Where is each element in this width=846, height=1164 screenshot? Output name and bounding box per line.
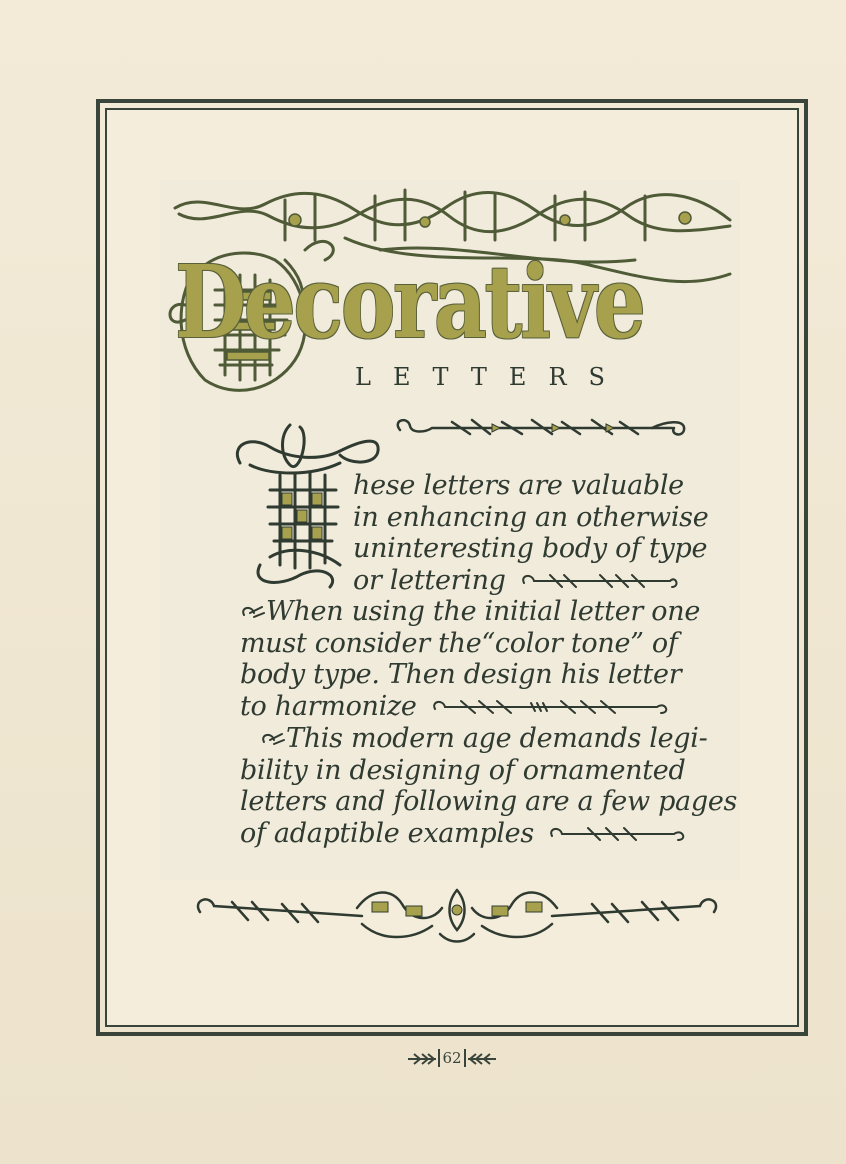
page-number [406, 1045, 498, 1071]
p2-line-3: body type. Then design his letter [240, 659, 682, 690]
p2-line-1-text: When using the initial letter one [266, 596, 700, 627]
p3-line-1-text: This modern age demands legi- [286, 723, 708, 754]
p3-line-4-text: of adaptible examples [240, 817, 534, 849]
line-end-flourish-icon [548, 824, 688, 844]
arrow-right-ornament-icon [408, 1052, 438, 1066]
arrow-left-ornament-icon [466, 1052, 496, 1066]
page-number-value: 62 [438, 1049, 465, 1067]
p1-line-1: hese letters are valuable [353, 470, 684, 501]
p1-line-4-text: or lettering [353, 564, 506, 596]
p1-line-2: in enhancing an otherwise [353, 501, 709, 533]
p2-line-2: must consider the“color tone” of [240, 627, 678, 659]
p3-line-3: letters and following are a few pages [240, 786, 738, 817]
p3-line-1 [240, 723, 737, 755]
paragraph-2 [240, 596, 700, 722]
title-word: Decorative [175, 243, 644, 361]
paragraph-1 [240, 470, 708, 596]
p2-line-4-text: to harmonize [240, 690, 417, 722]
p3-line-4 [240, 818, 737, 850]
p1-line-4 [240, 565, 708, 597]
paragraph-3 [240, 723, 737, 849]
title-subtitle: LETTERS [355, 363, 627, 391]
paragraph-mark-icon [240, 603, 266, 623]
title-divider-ornament-icon [392, 412, 692, 442]
p2-line-1 [240, 596, 700, 628]
p3-line-2: bility in designing of ornamented [240, 754, 686, 786]
p1-line-3: uninteresting body of type [353, 533, 708, 564]
line-end-flourish-icon [520, 571, 680, 591]
paragraph-mark-icon [260, 730, 286, 750]
bottom-ornament-icon [192, 878, 722, 948]
line-end-flourish-icon [431, 697, 671, 717]
p2-line-4 [240, 691, 700, 723]
